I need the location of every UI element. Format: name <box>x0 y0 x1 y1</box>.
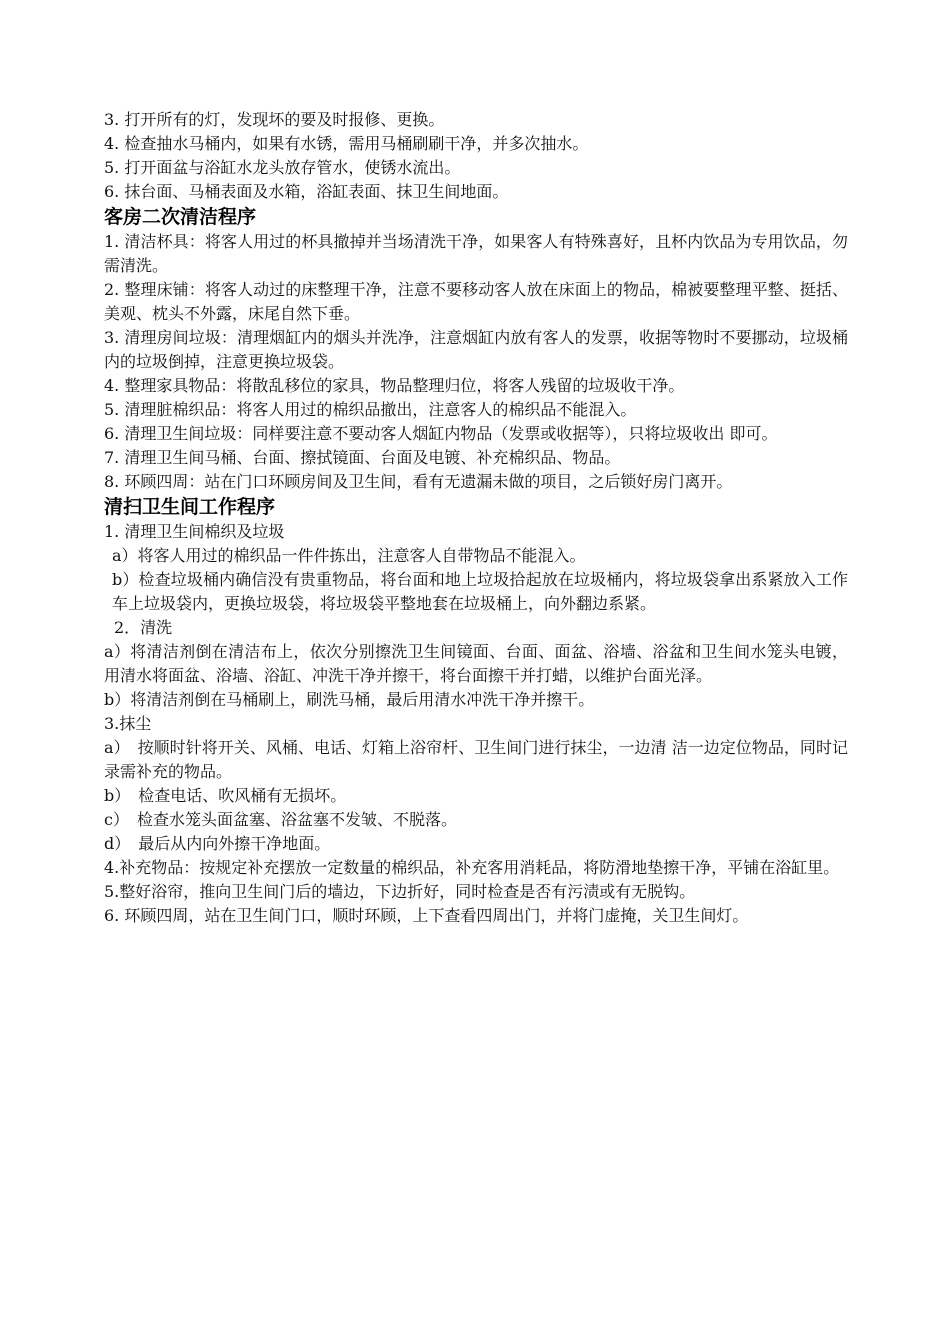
bathroom-step-2-title: 2．清洗 <box>114 618 173 637</box>
bathroom-step-1-title: 1. 清理卫生间棉织及垃圾 <box>104 522 285 541</box>
section-heading-second-cleaning: 客房二次清洁程序 <box>104 206 257 228</box>
bathroom-step-5: 5.整好浴帘，推向卫生间门后的墙边，下边折好，同时检查是否有污渍或有无脱钩。 <box>104 882 696 901</box>
second-cleaning-item-6: 6. 清理卫生间垃圾：同样要注意不要动客人烟缸内物品（发票或收据等），只将垃圾收出 即可。 <box>104 424 778 443</box>
bathroom-step-4: 4.补充物品：按规定补充摆放一定数量的棉织品，补充客用消耗品，将防滑地垫擦干净，平铺在浴缸里。 <box>104 858 840 877</box>
bathroom-step-3b: b） 检查电话、吹风桶有无损坏。 <box>104 786 347 805</box>
bathroom-step-1a: a）将客人用过的棉织品一件件拣出，注意客人自带物品不能混入。 <box>112 546 586 565</box>
bathroom-step-2a: a）将清洁剂倒在清洁布上，依次分别擦洗卫生间镜面、台面、面盆、浴墙、浴盆和卫生间水笼头电镀，用清水将面盆、浴墙、浴缸、冲洗干净并擦干，将台面擦干并打蜡，以维护台面光泽。 <box>104 642 848 685</box>
step-4-line: 4. 检查抽水马桶内，如果有水锈，需用马桶刷刷干净，并多次抽水。 <box>104 134 589 153</box>
second-cleaning-item-2: 2. 整理床铺：将客人动过的床整理干净，注意不要移动客人放在床面上的物品，棉被要整理平整、挺括、美观、枕头不外露，床尾自然下垂。 <box>104 280 848 323</box>
bathroom-step-3d: d） 最后从内向外擦干净地面。 <box>104 834 331 853</box>
bathroom-step-6: 6. 环顾四周，站在卫生间门口，顺时环顾，上下查看四周出门，并将门虚掩，关卫生间灯。 <box>104 906 749 925</box>
bathroom-step-3c: c） 检查水笼头面盆塞、浴盆塞不发皱、不脱落。 <box>104 810 457 829</box>
second-cleaning-item-1: 1. 清洁杯具：将客人用过的杯具撤掉并当场清洗干净，如果客人有特殊喜好，且杯内饮品为专用饮品，勿需清洗。 <box>104 232 848 275</box>
second-cleaning-item-4: 4. 整理家具物品：将散乱移位的家具，物品整理归位，将客人残留的垃圾收干净。 <box>104 376 685 395</box>
step-3-line: 3. 打开所有的灯，发现坏的要及时报修、更换。 <box>104 110 445 129</box>
second-cleaning-item-5: 5. 清理脏棉织品：将客人用过的棉织品撤出，注意客人的棉织品不能混入。 <box>104 400 637 419</box>
second-cleaning-item-3: 3. 清理房间垃圾：清理烟缸内的烟头并洗净，注意烟缸内放有客人的发票，收据等物时不要挪动，垃圾桶内的垃圾倒掉，注意更换垃圾袋。 <box>104 328 848 371</box>
step-6-line: 6. 抹台面、马桶表面及水箱，浴缸表面、抹卫生间地面。 <box>104 182 509 201</box>
second-cleaning-item-8: 8. 环顾四周：站在门口环顾房间及卫生间，看有无遗漏未做的项目，之后锁好房门离开。 <box>104 472 733 491</box>
step-5-line: 5. 打开面盆与浴缸水龙头放存管水，使锈水流出。 <box>104 158 461 177</box>
bathroom-step-1b: b）检查垃圾桶内确信没有贵重物品，将台面和地上垃圾拾起放在垃圾桶内，将垃圾袋拿出系紧放入工作车上垃圾袋内，更换垃圾袋，将垃圾袋平整地套在垃圾桶上，向外翻边系紧。 <box>112 570 848 613</box>
document-page <box>104 108 848 928</box>
second-cleaning-item-7: 7. 清理卫生间马桶、台面、擦拭镜面、台面及电镀、补充棉织品、物品。 <box>104 448 621 467</box>
bathroom-step-3-title: 3.抹尘 <box>104 714 152 733</box>
bathroom-step-3a: a） 按顺时针将开关、风桶、电话、灯箱上浴帘杆、卫生间门进行抹尘，一边清 洁一边定位物品，同时记录需补充的物品。 <box>104 738 848 781</box>
section-heading-bathroom: 清扫卫生间工作程序 <box>104 496 276 518</box>
bathroom-step-2b: b）将清洁剂倒在马桶刷上，刷洗马桶，最后用清水冲洗干净并擦干。 <box>104 690 595 709</box>
